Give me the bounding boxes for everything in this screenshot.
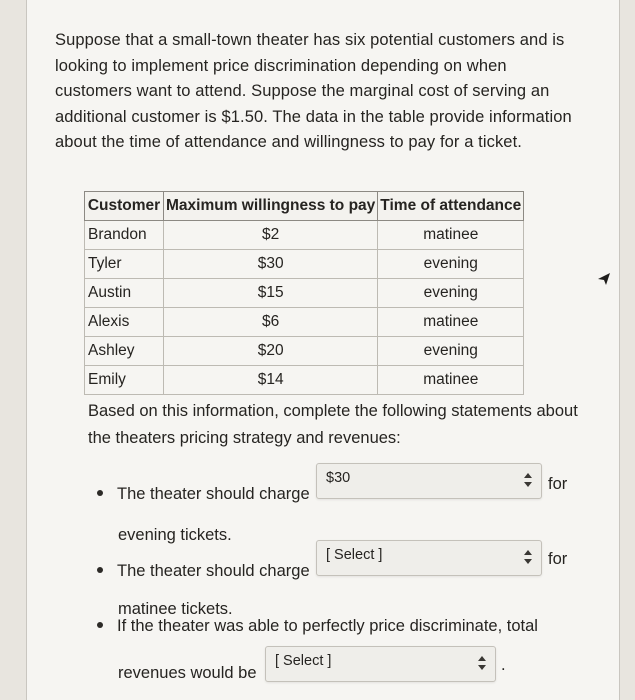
- statements-prompt: Based on this information, complete the following statements about the theaters pricing strategy and revenues:: [88, 402, 578, 447]
- statement-3-prefix: If the theater was able to perfectly price discriminate, total: [117, 617, 538, 635]
- cell-time: matinee: [378, 308, 524, 337]
- mouse-cursor-icon: [597, 272, 611, 286]
- revenue-selected-value: [ Select ]: [275, 653, 332, 669]
- statement-1-line: [97, 485, 310, 504]
- table-row: [85, 250, 524, 279]
- cell-pay: $30: [164, 250, 378, 279]
- cell-time: matinee: [378, 366, 524, 395]
- evening-price-selected-value: $30: [326, 470, 351, 486]
- bullet-icon: [97, 567, 103, 573]
- cell-customer: Brandon: [85, 221, 164, 250]
- statement-1-suffix: for: [548, 475, 568, 493]
- table-row: [85, 279, 524, 308]
- question-intro: Suppose that a small-town theater has six potential customers and is looking to implement price discrimination depending on when customers want to attend. Suppose the marginal cost of serving an additional customer is $1.50. The data in the table provide information about the time of attendance and willingness to pay for a ticket.: [55, 31, 572, 151]
- select-arrows-icon: [523, 472, 533, 488]
- statement-1-continuation: evening tickets.: [118, 526, 232, 544]
- cell-pay: $14: [164, 366, 378, 395]
- cell-time: matinee: [378, 221, 524, 250]
- cell-time: evening: [378, 250, 524, 279]
- table-row: [85, 221, 524, 250]
- evening-price-select[interactable]: [316, 463, 542, 499]
- matinee-price-select[interactable]: [316, 540, 542, 576]
- cell-time: evening: [378, 279, 524, 308]
- table-row: [85, 337, 524, 366]
- header-willingness: Maximum willingness to pay: [164, 192, 378, 221]
- statement-1-prefix: The theater should charge: [117, 485, 310, 503]
- cell-customer: Tyler: [85, 250, 164, 279]
- statement-3-prefix2: revenues would be: [118, 664, 257, 682]
- bullet-icon: [97, 490, 103, 496]
- statement-2-line: [97, 562, 310, 581]
- table-row: [85, 308, 524, 337]
- select-arrows-icon: [523, 549, 533, 565]
- statement-2-prefix: The theater should charge: [117, 562, 310, 580]
- statement-2-suffix: for: [548, 550, 568, 568]
- cell-customer: Alexis: [85, 308, 164, 337]
- table-row: [85, 366, 524, 395]
- cell-customer: Emily: [85, 366, 164, 395]
- statement-3-line: [97, 617, 538, 636]
- cell-customer: Ashley: [85, 337, 164, 366]
- cell-time: evening: [378, 337, 524, 366]
- customer-table: [84, 191, 524, 395]
- cell-pay: $2: [164, 221, 378, 250]
- statement-3-suffix: .: [501, 656, 506, 674]
- cell-pay: $6: [164, 308, 378, 337]
- bullet-icon: [97, 622, 103, 628]
- statement-2-continuation: matinee tickets.: [118, 600, 233, 618]
- cell-customer: Austin: [85, 279, 164, 308]
- matinee-price-selected-value: [ Select ]: [326, 547, 383, 563]
- cell-pay: $15: [164, 279, 378, 308]
- header-time: Time of attendance: [378, 192, 524, 221]
- header-customer: Customer: [85, 192, 164, 221]
- revenue-select[interactable]: [265, 646, 496, 682]
- select-arrows-icon: [477, 655, 487, 671]
- table-header-row: [85, 192, 524, 221]
- cell-pay: $20: [164, 337, 378, 366]
